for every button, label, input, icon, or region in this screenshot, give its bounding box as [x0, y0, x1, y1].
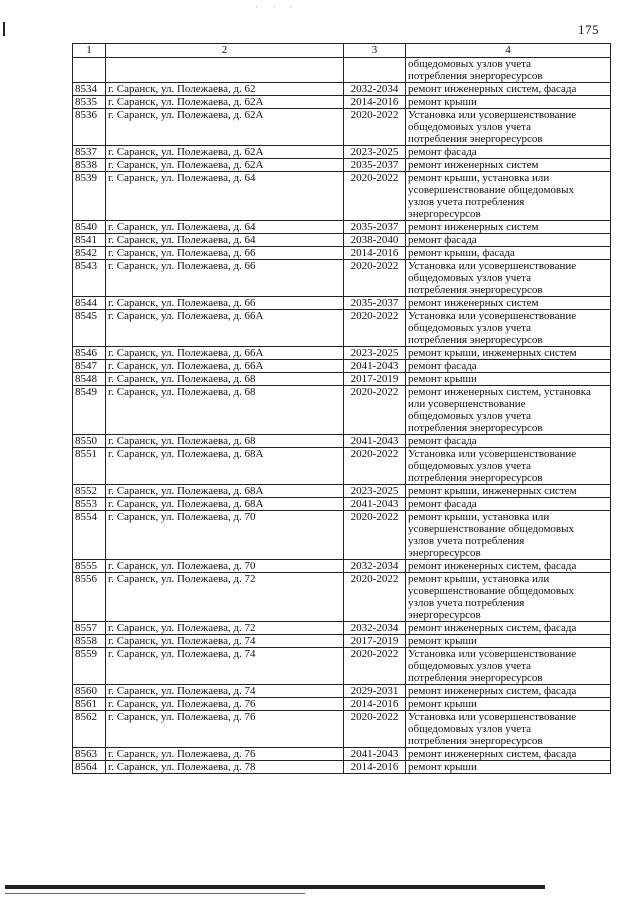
row-works-line: ремонт инженерных систем, фасада: [408, 685, 577, 697]
row-works-line: ремонт инженерных систем, фасада: [408, 560, 577, 572]
row-number: 8541: [73, 234, 106, 247]
row-address: г. Саранск, ул. Полежаева, д. 64: [106, 172, 344, 221]
row-works: [406, 622, 611, 635]
row-works: [406, 109, 611, 146]
row-works-line: ремонт инженерных систем: [408, 297, 539, 309]
row-works-line: общедомовых узлов учета: [408, 121, 532, 133]
table-row: [73, 435, 611, 448]
table-row: [73, 698, 611, 711]
table-row: [73, 511, 611, 560]
table-row: [73, 685, 611, 698]
row-address: г. Саранск, ул. Полежаева, д. 66А: [106, 347, 344, 360]
row-works: [406, 260, 611, 297]
row-address: г. Саранск, ул. Полежаева, д. 64: [106, 221, 344, 234]
row-works: [406, 635, 611, 648]
table-row: [73, 748, 611, 761]
row-period: 2032-2034: [344, 83, 406, 96]
row-works: [406, 297, 611, 310]
row-works-line: общедомовых узлов учета: [408, 322, 532, 334]
repair-schedule-table: [72, 43, 611, 774]
row-address: г. Саранск, ул. Полежаева, д. 68: [106, 435, 344, 448]
page-number: 175: [578, 22, 599, 37]
table-header-row: [73, 44, 611, 58]
row-period: 2029-2031: [344, 685, 406, 698]
row-period: 2020-2022: [344, 648, 406, 685]
table-row: [73, 761, 611, 774]
row-number: 8535: [73, 96, 106, 109]
table-body: [73, 58, 611, 774]
table-row: [73, 648, 611, 685]
row-number: 8540: [73, 221, 106, 234]
table-row: [73, 297, 611, 310]
row-works-line: энергоресурсов: [408, 609, 481, 621]
row-works-line: ремонт крыши: [408, 635, 477, 647]
row-address: г. Саранск, ул. Полежаева, д. 62А: [106, 159, 344, 172]
row-address: г. Саранск, ул. Полежаева, д. 68А: [106, 498, 344, 511]
row-number: 8555: [73, 560, 106, 573]
row-works: [406, 159, 611, 172]
table-row: [73, 448, 611, 485]
row-address: г. Саранск, ул. Полежаева, д. 74: [106, 635, 344, 648]
row-address: г. Саранск, ул. Полежаева, д. 70: [106, 511, 344, 560]
row-works-line: ремонт инженерных систем, установка: [408, 386, 591, 398]
row-number: 8544: [73, 297, 106, 310]
row-period: 2020-2022: [344, 310, 406, 347]
row-works-line: Установка или усовершенствование: [408, 109, 577, 121]
row-period: 2032-2034: [344, 622, 406, 635]
row-works-line: ремонт крыши: [408, 96, 477, 108]
scan-bottom-edge: [5, 885, 545, 889]
table-row: [73, 260, 611, 297]
row-works-line: потребления энергоресурсов: [408, 133, 543, 145]
row-works: [406, 711, 611, 748]
row-works: [406, 698, 611, 711]
row-works-line: потребления энергоресурсов: [408, 422, 543, 434]
row-period: 2020-2022: [344, 109, 406, 146]
row-address: г. Саранск, ул. Полежаева, д. 68: [106, 373, 344, 386]
row-number: 8550: [73, 435, 106, 448]
row-works-line: Установка или усовершенствование: [408, 711, 577, 723]
row-works: [406, 386, 611, 435]
row-number: 8554: [73, 511, 106, 560]
row-number: 8548: [73, 373, 106, 386]
row-number: 8551: [73, 448, 106, 485]
table-row: [73, 635, 611, 648]
row-works: [406, 172, 611, 221]
row-number: 8557: [73, 622, 106, 635]
table-row: [73, 310, 611, 347]
row-works: [406, 310, 611, 347]
row-works-line: общедомовых узлов учета: [408, 723, 532, 735]
row-period: 2020-2022: [344, 573, 406, 622]
row-period: 2023-2025: [344, 485, 406, 498]
row-period: 2023-2025: [344, 146, 406, 159]
table-row: [73, 498, 611, 511]
table-row: [73, 109, 611, 146]
row-number: 8553: [73, 498, 106, 511]
row-works-line: ремонт крыши: [408, 761, 477, 773]
row-works: [406, 748, 611, 761]
scan-noise: · · ·: [255, 2, 299, 12]
row-number: 8558: [73, 635, 106, 648]
row-period: 2038-2040: [344, 234, 406, 247]
row-works-line: ремонт инженерных систем: [408, 221, 539, 233]
row-works-line: ремонт крыши: [408, 698, 477, 710]
row-works-line: ремонт крыши, установка или: [408, 511, 550, 523]
row-works-line: усовершенствование общедомовых: [408, 523, 575, 535]
row-works-line: Установка или усовершенствование: [408, 310, 577, 322]
row-works-line: ремонт фасада: [408, 146, 477, 158]
row-number: 8546: [73, 347, 106, 360]
row-works: [406, 347, 611, 360]
row-number: 8543: [73, 260, 106, 297]
row-number: 8563: [73, 748, 106, 761]
row-works-line: ремонт фасада: [408, 435, 477, 447]
row-period: 2020-2022: [344, 448, 406, 485]
row-works-line: потребления энергоресурсов: [408, 334, 543, 346]
row-works-line: потребления энергоресурсов: [408, 70, 543, 82]
header-col-address: 2: [106, 44, 344, 58]
row-address: [106, 58, 344, 83]
table-row: [73, 96, 611, 109]
row-works-line: или усовершенствование: [408, 398, 526, 410]
row-works-line: потребления энергоресурсов: [408, 284, 543, 296]
row-period: 2041-2043: [344, 360, 406, 373]
row-works-line: узлов учета потребления: [408, 597, 525, 609]
row-works-line: Установка или усовершенствование: [408, 260, 577, 272]
row-works: [406, 685, 611, 698]
row-period: 2035-2037: [344, 159, 406, 172]
row-works-line: ремонт крыши, инженерных систем: [408, 347, 577, 359]
row-works-line: усовершенствование общедомовых: [408, 585, 575, 597]
table-row: [73, 247, 611, 260]
row-works-line: ремонт инженерных систем, фасада: [408, 622, 577, 634]
row-works-line: энергоресурсов: [408, 208, 481, 220]
row-works: [406, 247, 611, 260]
row-works: [406, 146, 611, 159]
row-works-line: ремонт инженерных систем: [408, 159, 539, 171]
row-period: 2020-2022: [344, 511, 406, 560]
row-number: 8538: [73, 159, 106, 172]
row-address: г. Саранск, ул. Полежаева, д. 78: [106, 761, 344, 774]
row-works-line: общедомовых узлов учета: [408, 660, 532, 672]
row-works: [406, 485, 611, 498]
scan-bottom-line: [5, 893, 305, 894]
table-row: [73, 360, 611, 373]
row-address: г. Саранск, ул. Полежаева, д. 76: [106, 748, 344, 761]
row-period: 2014-2016: [344, 96, 406, 109]
row-address: г. Саранск, ул. Полежаева, д. 68А: [106, 448, 344, 485]
row-works: [406, 58, 611, 83]
row-number: [73, 58, 106, 83]
row-works-line: ремонт крыши, инженерных систем: [408, 485, 577, 497]
row-number: 8549: [73, 386, 106, 435]
row-works-line: узлов учета потребления: [408, 535, 525, 547]
table-row: [73, 386, 611, 435]
row-works-line: ремонт инженерных систем, фасада: [408, 748, 577, 760]
header-col-works: 4: [406, 44, 611, 58]
row-works: [406, 96, 611, 109]
row-works-line: общедомовых узлов учета: [408, 58, 532, 70]
row-works-line: ремонт фасада: [408, 360, 477, 372]
row-number: 8562: [73, 711, 106, 748]
row-works: [406, 234, 611, 247]
row-period: 2035-2037: [344, 297, 406, 310]
row-works-line: усовершенствование общедомовых: [408, 184, 575, 196]
row-number: 8536: [73, 109, 106, 146]
row-address: г. Саранск, ул. Полежаева, д. 76: [106, 698, 344, 711]
row-address: г. Саранск, ул. Полежаева, д. 72: [106, 622, 344, 635]
row-number: 8542: [73, 247, 106, 260]
row-number: 8547: [73, 360, 106, 373]
row-address: г. Саранск, ул. Полежаева, д. 66: [106, 260, 344, 297]
table-row: [73, 622, 611, 635]
row-address: г. Саранск, ул. Полежаева, д. 68: [106, 386, 344, 435]
row-period: 2023-2025: [344, 347, 406, 360]
row-works-line: ремонт крыши, фасада: [408, 247, 515, 259]
row-period: 2017-2019: [344, 635, 406, 648]
row-works-line: общедомовых узлов учета: [408, 460, 532, 472]
row-number: 8559: [73, 648, 106, 685]
table-row: [73, 159, 611, 172]
row-number: 8552: [73, 485, 106, 498]
table-row: [73, 711, 611, 748]
row-address: г. Саранск, ул. Полежаева, д. 64: [106, 234, 344, 247]
row-period: 2014-2016: [344, 698, 406, 711]
table-row: [73, 221, 611, 234]
row-number: 8539: [73, 172, 106, 221]
row-number: 8534: [73, 83, 106, 96]
row-address: г. Саранск, ул. Полежаева, д. 72: [106, 573, 344, 622]
row-address: г. Саранск, ул. Полежаева, д. 66А: [106, 360, 344, 373]
row-works: [406, 573, 611, 622]
row-works-line: ремонт крыши: [408, 373, 477, 385]
row-works: [406, 761, 611, 774]
row-address: г. Саранск, ул. Полежаева, д. 76: [106, 711, 344, 748]
row-number: 8537: [73, 146, 106, 159]
row-works: [406, 360, 611, 373]
row-works-line: ремонт фасада: [408, 234, 477, 246]
row-address: г. Саранск, ул. Полежаева, д. 62: [106, 83, 344, 96]
row-period: 2014-2016: [344, 761, 406, 774]
table-row: [73, 560, 611, 573]
row-works-line: потребления энергоресурсов: [408, 472, 543, 484]
row-period: 2014-2016: [344, 247, 406, 260]
table-row: [73, 58, 611, 83]
table-row: [73, 146, 611, 159]
row-address: г. Саранск, ул. Полежаева, д. 66: [106, 297, 344, 310]
row-works: [406, 511, 611, 560]
table-row: [73, 485, 611, 498]
row-period: 2020-2022: [344, 386, 406, 435]
row-works-line: ремонт фасада: [408, 498, 477, 510]
row-number: 8556: [73, 573, 106, 622]
row-works-line: Установка или усовершенствование: [408, 648, 577, 660]
row-period: 2032-2034: [344, 560, 406, 573]
table-row: [73, 373, 611, 386]
row-works-line: Установка или усовершенствование: [408, 448, 577, 460]
row-works-line: ремонт инженерных систем, фасада: [408, 83, 577, 95]
row-works: [406, 648, 611, 685]
row-works-line: общедомовых узлов учета: [408, 272, 532, 284]
row-address: г. Саранск, ул. Полежаева, д. 68А: [106, 485, 344, 498]
row-address: г. Саранск, ул. Полежаева, д. 70: [106, 560, 344, 573]
row-period: 2020-2022: [344, 711, 406, 748]
row-period: 2017-2019: [344, 373, 406, 386]
row-address: г. Саранск, ул. Полежаева, д. 62А: [106, 109, 344, 146]
row-period: 2020-2022: [344, 260, 406, 297]
table-row: [73, 347, 611, 360]
row-period: 2041-2043: [344, 435, 406, 448]
row-number: 8560: [73, 685, 106, 698]
row-address: г. Саранск, ул. Полежаева, д. 74: [106, 648, 344, 685]
row-works-line: ремонт крыши, установка или: [408, 172, 550, 184]
row-number: 8564: [73, 761, 106, 774]
row-address: г. Саранск, ул. Полежаева, д. 62А: [106, 96, 344, 109]
row-period: 2041-2043: [344, 498, 406, 511]
row-address: г. Саранск, ул. Полежаева, д. 66: [106, 247, 344, 260]
header-col-period: 3: [344, 44, 406, 58]
row-works: [406, 83, 611, 96]
row-works-line: потребления энергоресурсов: [408, 672, 543, 684]
row-works-line: ремонт крыши, установка или: [408, 573, 550, 585]
row-works: [406, 560, 611, 573]
header-col-number: 1: [73, 44, 106, 58]
row-period: 2041-2043: [344, 748, 406, 761]
row-works-line: узлов учета потребления: [408, 196, 525, 208]
row-number: 8545: [73, 310, 106, 347]
scan-edge-mark: [3, 22, 5, 36]
row-works-line: энергоресурсов: [408, 547, 481, 559]
row-works-line: потребления энергоресурсов: [408, 735, 543, 747]
table-row: [73, 83, 611, 96]
row-address: г. Саранск, ул. Полежаева, д. 66А: [106, 310, 344, 347]
row-period: 2020-2022: [344, 172, 406, 221]
table-row: [73, 573, 611, 622]
row-works: [406, 221, 611, 234]
row-works: [406, 498, 611, 511]
row-works: [406, 448, 611, 485]
row-number: 8561: [73, 698, 106, 711]
row-works: [406, 373, 611, 386]
row-works-line: общедомовых узлов учета: [408, 410, 532, 422]
row-works: [406, 435, 611, 448]
row-address: г. Саранск, ул. Полежаева, д. 74: [106, 685, 344, 698]
row-address: г. Саранск, ул. Полежаева, д. 62А: [106, 146, 344, 159]
table-row: [73, 172, 611, 221]
row-period: 2035-2037: [344, 221, 406, 234]
table-row: [73, 234, 611, 247]
row-period: [344, 58, 406, 83]
